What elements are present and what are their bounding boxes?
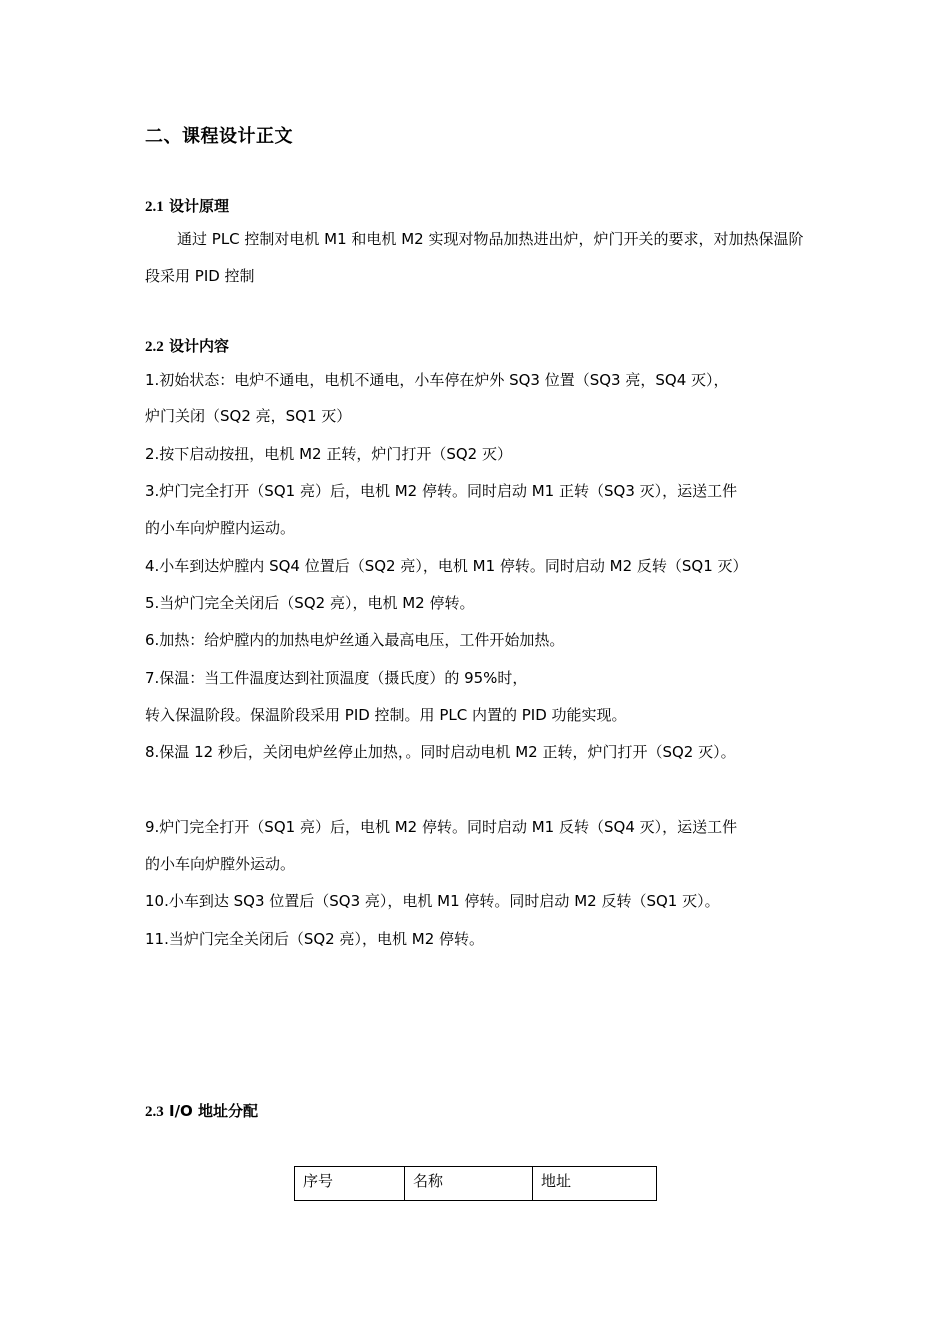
content-line: 1.初始状态：电炉不通电，电机不通电，小车停在炉外 SQ3 位置（SQ3 亮，SQ4 灭）， bbox=[145, 371, 729, 389]
content-line: 9.炉门完全打开（SQ1 亮）后，电机 M2 停转。同时启动 M1 反转（SQ4 灭），运送工件 bbox=[145, 818, 738, 836]
content-line: 2.按下启动按扭，电机 M2 正转，炉门打开（SQ2 灭） bbox=[145, 445, 512, 463]
content-line: 的小车向炉膛内运动。 bbox=[145, 519, 296, 537]
content-line: 3.炉门完全打开（SQ1 亮）后，电机 M2 停转。同时启动 M1 正转（SQ3 灭），运送工件 bbox=[145, 482, 738, 500]
section-title: 设计内容 bbox=[168, 337, 229, 355]
section-title: I/O 地址分配 bbox=[168, 1102, 259, 1120]
content-line: 8.保温 12 秒后，关闭电炉丝停止加热，。同时启动电机 M2 正转，炉门打开（SQ2 灭）。 bbox=[145, 743, 736, 761]
io-address-table bbox=[294, 1166, 657, 1201]
column-header-name: 名称 bbox=[405, 1167, 533, 1201]
section-heading-2-1 bbox=[145, 195, 229, 218]
content-line: 转入保温阶段。保温阶段采用 PID 控制。用 PLC 内置的 PID 功能实现。 bbox=[145, 706, 627, 724]
content-line: 炉门关闭（SQ2 亮，SQ1 灭） bbox=[145, 407, 352, 425]
content-line: 6.加热：给炉膛内的加热电炉丝通入最高电压，工件开始加热。 bbox=[145, 631, 565, 649]
table-header-row bbox=[295, 1167, 657, 1201]
column-header-address: 地址 bbox=[533, 1167, 657, 1201]
content-line: 的小车向炉膛外运动。 bbox=[145, 855, 296, 873]
content-line: 7.保温：当工件温度达到社顶温度（摄氏度）的 95%时， bbox=[145, 669, 528, 687]
section-title: 设计原理 bbox=[168, 197, 229, 215]
section-heading-2-2 bbox=[145, 335, 229, 358]
content-line: 4.小车到达炉膛内 SQ4 位置后（SQ2 亮），电机 M1 停转。同时启动 M2 反转（SQ1 灭） bbox=[145, 557, 748, 575]
content-line: 11.当炉门完全关闭后（SQ2 亮），电机 M2 停转。 bbox=[145, 930, 485, 948]
column-header-index: 序号 bbox=[295, 1167, 405, 1201]
content-line: 5.当炉门完全关闭后（SQ2 亮），电机 M2 停转。 bbox=[145, 594, 475, 612]
content-line: 10.小车到达 SQ3 位置后（SQ3 亮），电机 M1 停转。同时启动 M2 反转（SQ1 灭）。 bbox=[145, 892, 720, 910]
section-number: 2.2 bbox=[145, 339, 164, 355]
section-body: 通过 PLC 控制对电机 M1 和电机 M2 实现对物品加热进出炉，炉门开关的要求，对加热保温阶段采用 PID 控制 bbox=[145, 230, 804, 285]
section-heading-2-3 bbox=[145, 1100, 258, 1123]
section-number: 2.1 bbox=[145, 199, 164, 215]
chapter-title: 二、课程设计正文 bbox=[145, 126, 293, 147]
section-number: 2.3 bbox=[145, 1104, 164, 1120]
